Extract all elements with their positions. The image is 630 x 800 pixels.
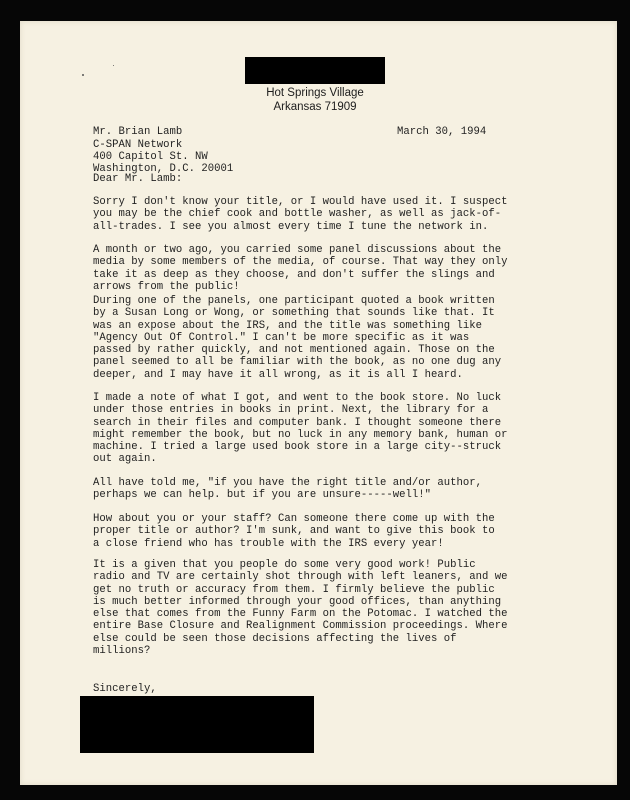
recipient-organization: C-SPAN Network [93,138,183,151]
redacted-sender-block [245,57,385,84]
letter-date: March 30, 1994 [397,126,487,138]
letterhead-state-zip: Arkansas 71909 [273,101,357,113]
body-paragraph: All have told me, "if you have the right title and/or author, perhaps we can help. but if you are unsure-----well!" [93,477,483,502]
recipient-street: 400 Capitol St. NW [93,150,208,163]
paper-speck [113,65,114,66]
paper-speck [82,74,84,76]
body-paragraph: Sorry I don't know your title, or I would have used it. I suspect you may be the chief cook and bottle washer, as well as jack-of- all-trades. I see you almost every time I tune the network in. [93,196,508,233]
body-paragraph: I made a note of what I got, and went to the book store. No luck under those entries in books in print. Next, the library for a search in their files and computer bank. I thought someone there might remember the book, but no luck in any memory bank, human or machine. I tried a large used book store in a large city--struck out again. [93,392,508,466]
body-paragraph: During one of the panels, one participant quoted a book written by a Susan Long or Wong, or something that sounds like that. It was an expose about the IRS, and the title was something like "Agency Out Of Control." I can't be more specific as it was passed by rather quickly, and not mentioned again. Those on the panel seemed to all be familiar with the book, as no one dug any deeper, and I may have it all wrong, as it is all I heard. [93,295,502,381]
recipient-address [93,114,233,175]
recipient-name: Mr. Brian Lamb [93,126,183,139]
body-paragraph: How about you or your staff? Can someone there come up with the proper title or author? I'm sunk, and want to give this book to a close friend who has trouble with the IRS every year! [93,513,495,550]
redacted-signature-block [80,696,314,753]
body-paragraph: A month or two ago, you carried some panel discussions about the media by some members of the media, of course. That way they only take it as deep as they choose, and don't suffer the slings and arrows from the public! [93,244,508,293]
salutation: Dear Mr. Lamb: [93,173,183,185]
body-paragraph: It is a given that you people do some very good work! Public radio and TV are certainly shot through with left leaners, and we get no truth or accuracy from them. I firmly believe the public is much better informed through your good offices, than anything else that comes from the Funny Farm on the Potomac. I watched the entire Base Closure and Realignment Commission proceedings. Where else could be seen those decisions affecting the lives of millions? [93,559,508,658]
letterhead-address [210,86,420,114]
closing: Sincerely, [93,683,157,695]
letterhead-city: Hot Springs Village [266,87,364,99]
recipient-city: Washington, D.C. 20001 [93,163,234,176]
